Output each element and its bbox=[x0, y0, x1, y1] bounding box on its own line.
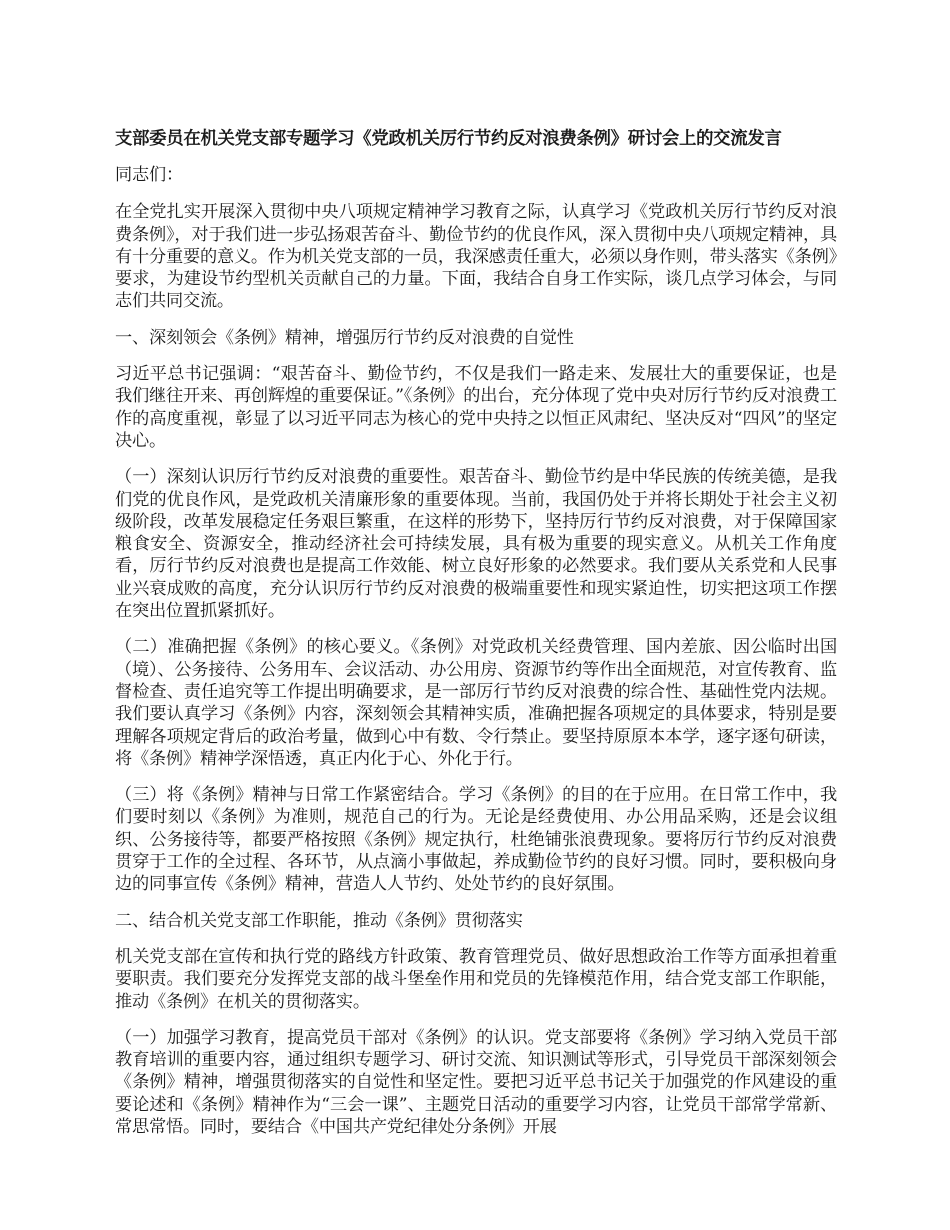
section-heading-1: 一、深刻领会《条例》精神，增强厉行节约反对浪费的自觉性 bbox=[115, 327, 574, 348]
body-paragraph: 习近平总书记强调：“艰苦奋斗、勤俭节约，不仅是我们一路走来、发展壮大的重要保证，也是我们继往开来、再创辉煌的重要保证。”《条例》的出台，充分体现了党中央对厉行节约反对浪费工作的高度重视，彰显了以习近平同志为核心的党中央持之以恒正风肃纪、坚决反对“四风”的坚定决心。 bbox=[115, 364, 837, 451]
subsection-1-2: （二）准确把握《条例》的核心要义。《条例》对党政机关经费管理、国内差旅、因公临时出国（境）、公务接待、公务用车、会议活动、办公用房、资源节约等作出全面规范，对宣传教育、监督检查、责任追究等工作提出明确要求，是一部厉行节约反对浪费的综合性、基础性党内法规。我们要认真学习《条例》内容，深刻领会其精神实质，准确把握各项规定的具体要求，特别是要理解各项规定背后的政治考量，做到心中有数、令行禁止。要坚持原原本本学，逐字逐句研读，将《条例》精神学深悟透，真正内化于心、外化于行。 bbox=[115, 637, 837, 769]
document-title: 支部委员在机关党支部专题学习《党政机关厉行节约反对浪费条例》研讨会上的交流发言 bbox=[115, 129, 782, 149]
intro-paragraph: 在全党扎实开展深入贯彻中央八项规定精神学习教育之际，认真学习《党政机关厉行节约反对浪费条例》，对于我们进一步弘扬艰苦奋斗、勤俭节约的优良作风，深入贯彻中央八项规定精神，具有十分重要的意义。作为机关党支部的一员，我深感责任重大，必须以身作则，带头落实《条例》要求，为建设节约型机关贡献自己的力量。下面，我结合自身工作实际，谈几点学习体会，与同志们共同交流。 bbox=[115, 202, 837, 312]
section-heading-2: 二、结合机关党支部工作职能，推动《条例》贯彻落实 bbox=[115, 910, 523, 931]
subsection-2-1: （一）加强学习教育，提高党员干部对《条例》的认识。党支部要将《条例》学习纳入党员干部教育培训的重要内容，通过组织专题学习、研讨交流、知识测试等形式，引导党员干部深刻领会《条例》精神，增强贯彻落实的自觉性和坚定性。要把习近平总书记关于加强党的作风建设的重要论述和《条例》精神作为“三会一课”、主题党日活动的重要学习内容，让党员干部常学常新、常思常悟。同时，要结合《中国共产党纪律处分条例》开展 bbox=[115, 1027, 837, 1137]
salutation: 同志们： bbox=[115, 165, 183, 185]
subsection-1-3: （三）将《条例》精神与日常工作紧密结合。学习《条例》的目的在于应用。在日常工作中，我们要时刻以《条例》为准则，规范自己的行为。无论是经费使用、办公用品采购，还是会议组织、公务接待等，都要严格按照《条例》规定执行，杜绝铺张浪费现象。要将厉行节约反对浪费贯穿于工作的全过程、各环节，从点滴小事做起，养成勤俭节约的良好习惯。同时，要积极向身边的同事宣传《条例》精神，营造人人节约、处处节约的良好氛围。 bbox=[115, 785, 837, 895]
document-page bbox=[115, 128, 837, 1152]
body-paragraph: 机关党支部在宣传和执行党的路线方针政策、教育管理党员、做好思想政治工作等方面承担着重要职责。我们要充分发挥党支部的战斗堡垒作用和党员的先锋模范作用，结合党支部工作职能，推动《条例》在机关的贯彻落实。 bbox=[115, 946, 837, 1012]
subsection-1-1: （一）深刻认识厉行节约反对浪费的重要性。艰苦奋斗、勤俭节约是中华民族的传统美德，是我们党的优良作风，是党政机关清廉形象的重要体现。当前，我国仍处于并将长期处于社会主义初级阶段，改革发展稳定任务艰巨繁重，在这样的形势下，坚持厉行节约反对浪费，对于保障国家粮食安全、资源安全，推动经济社会可持续发展，具有极为重要的现实意义。从机关工作角度看，厉行节约反对浪费也是提高工作效能、树立良好形象的必然要求。我们要从关系党和人民事业兴衰成败的高度，充分认识厉行节约反对浪费的极端重要性和现实紧迫性，切实把这项工作摆在突出位置抓紧抓好。 bbox=[115, 467, 837, 622]
